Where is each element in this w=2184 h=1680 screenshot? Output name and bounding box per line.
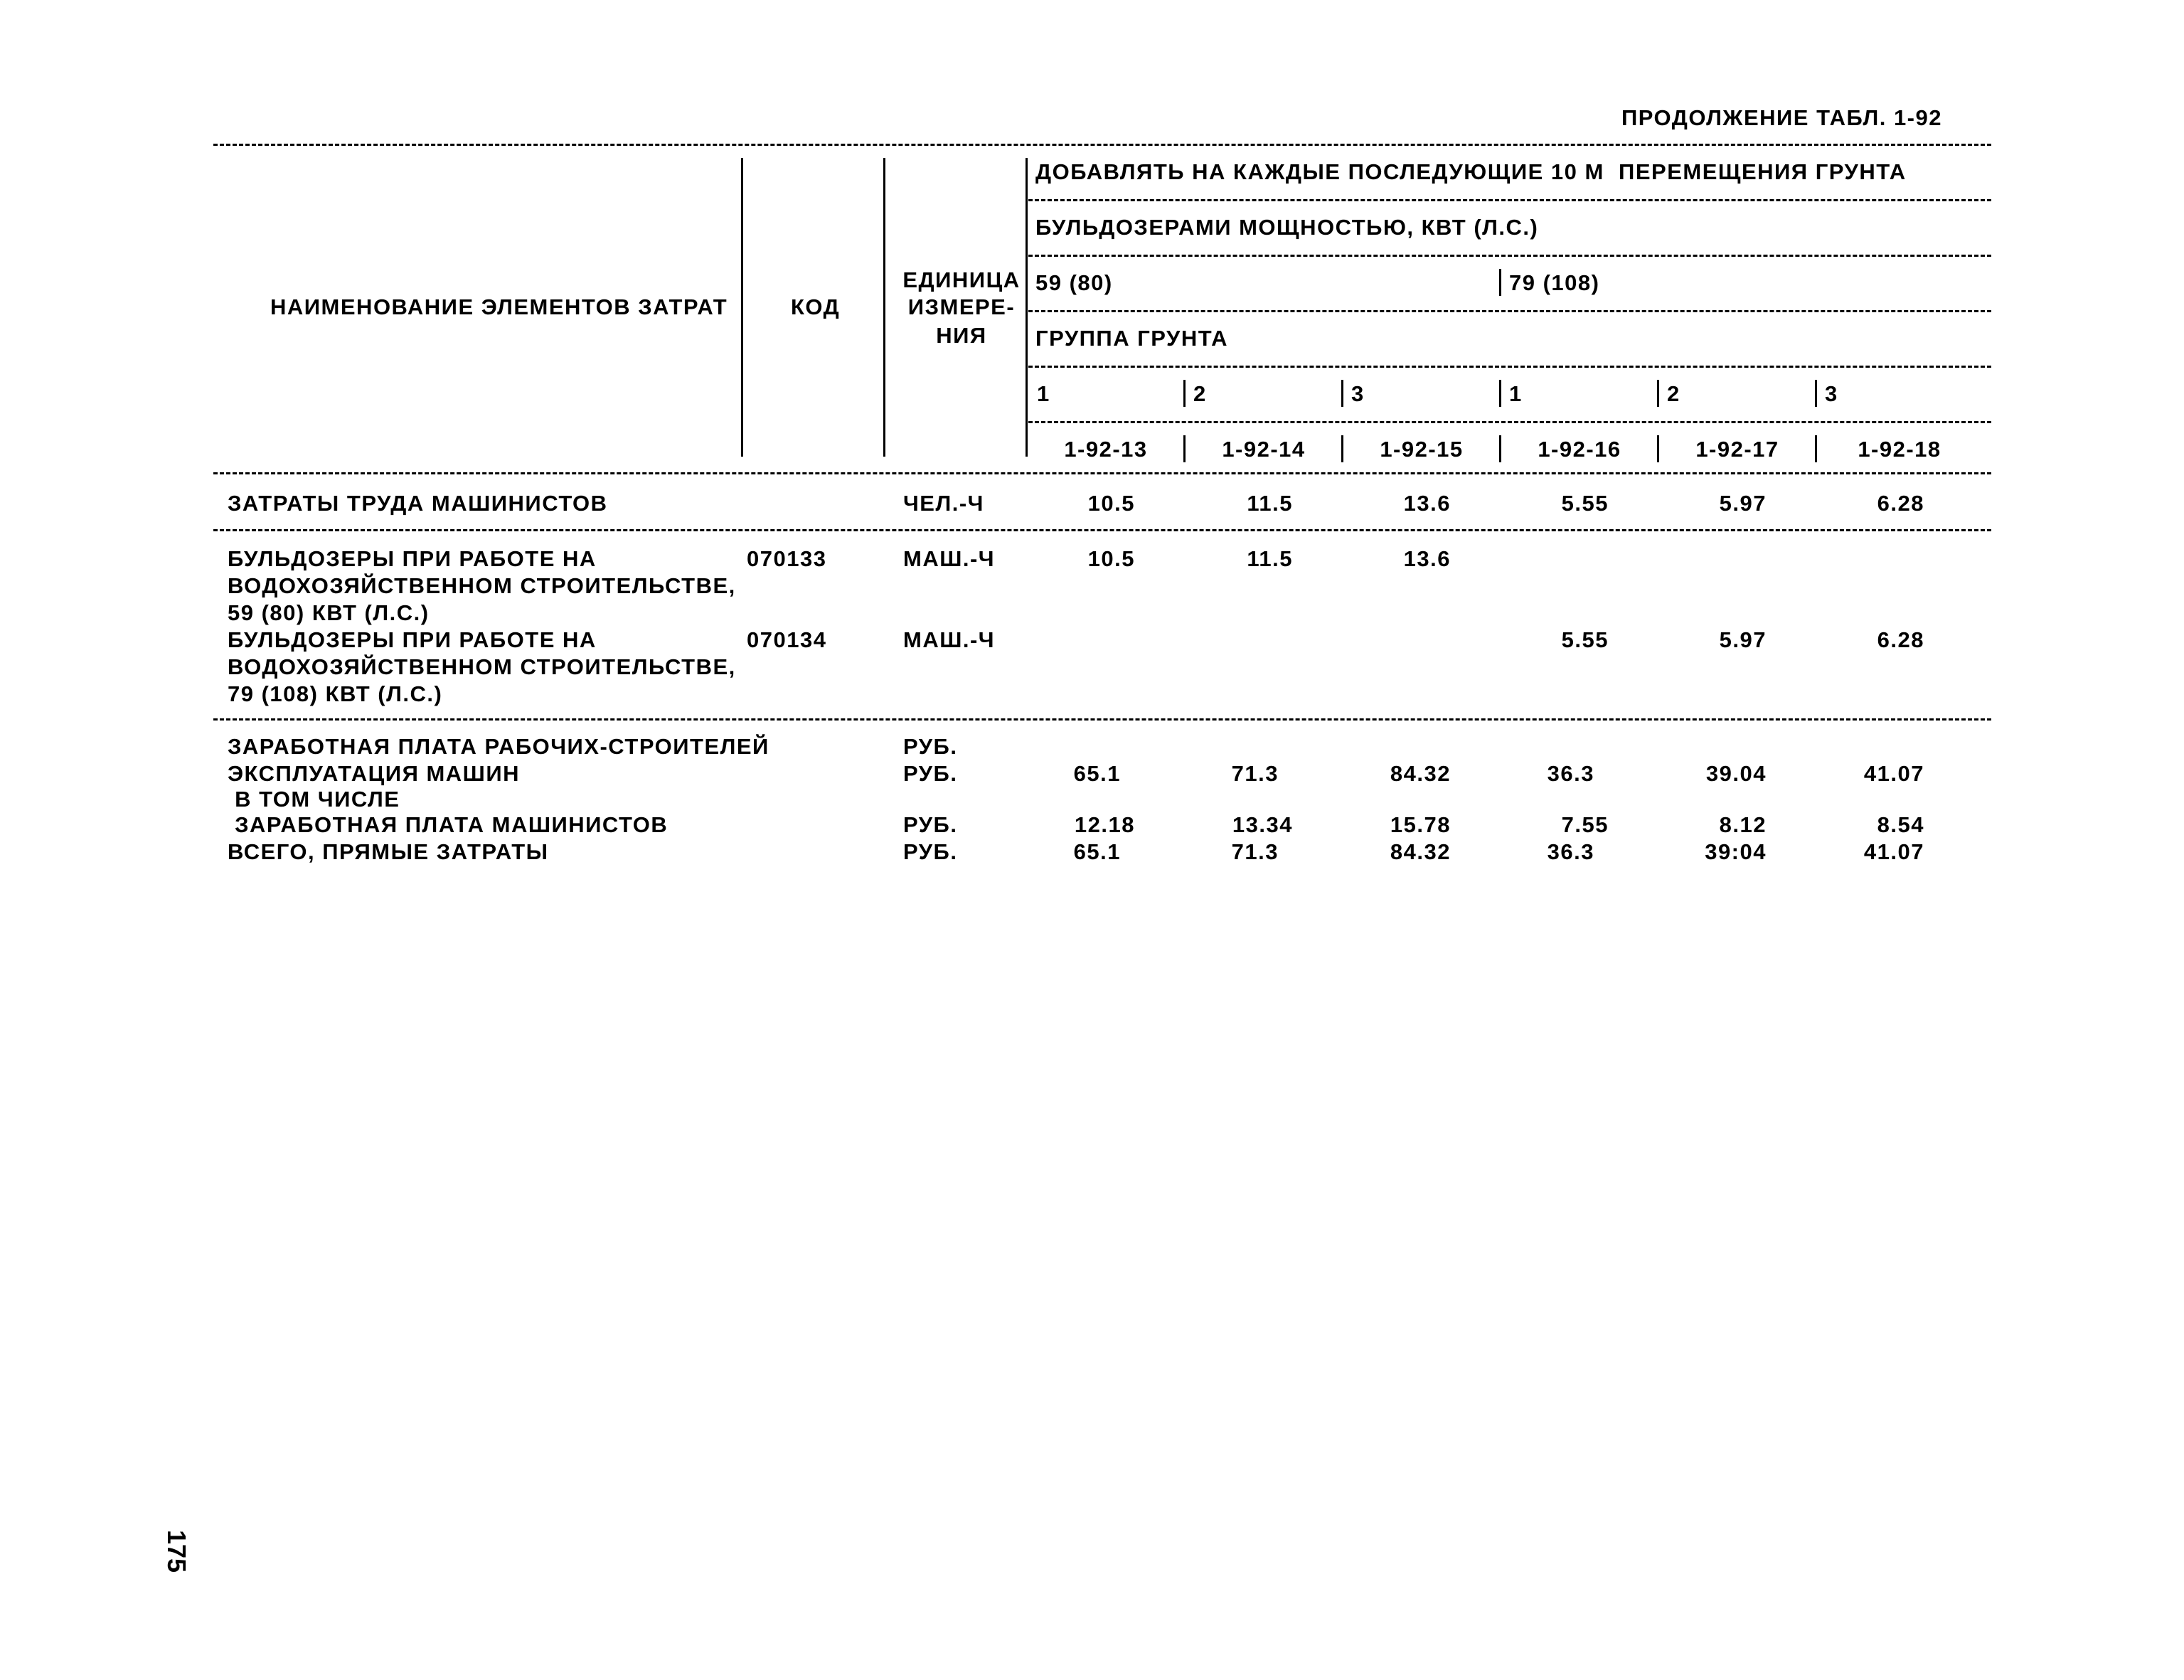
- rule-header-2: [1028, 255, 1991, 257]
- power-group-separator: [1499, 269, 1501, 296]
- soil-sep-5: [1657, 380, 1659, 407]
- row-bulldozer79-name-2: ВОДОХОЗЯЙСТВЕННОМ СТРОИТЕЛЬСТВЕ,: [228, 654, 736, 679]
- price-code-3: 1-92-15: [1380, 437, 1464, 462]
- rule-after-labor: [213, 529, 1991, 531]
- row-wages-machinists-name: ЗАРАБОТНАЯ ПЛАТА МАШИНИСТОВ: [228, 812, 668, 837]
- row-labor-unit: ЧЕЛ.-Ч: [903, 491, 984, 516]
- soil-group-4: 1: [1509, 381, 1523, 406]
- row-labor-v1: 10.5: [1087, 491, 1135, 516]
- row-machine-operation-v6: 41.07: [1863, 761, 1924, 786]
- code-sep-2: [1183, 435, 1186, 462]
- row-bulldozer79-v4: 5.55: [1561, 627, 1609, 652]
- row-wages-machinists-v2: 13.34: [1232, 812, 1293, 837]
- row-bulldozer79-v6: 6.28: [1877, 627, 1924, 652]
- rule-after-machines: [213, 718, 1991, 721]
- price-code-4: 1-92-16: [1538, 437, 1621, 462]
- row-including-name: В ТОМ ЧИСЛЕ: [228, 787, 400, 812]
- row-wages-builders-name: ЗАРАБОТНАЯ ПЛАТА РАБОЧИХ-СТРОИТЕЛЕЙ: [228, 734, 769, 759]
- soil-group-1: 1: [1037, 381, 1050, 406]
- header-unit-line-1: ЕДИНИЦА: [902, 267, 1021, 292]
- row-total-v4: 36.3: [1547, 839, 1594, 864]
- row-bulldozer79-v5: 5.97: [1719, 627, 1767, 652]
- row-labor-v2: 11.5: [1247, 491, 1293, 516]
- price-code-5: 1-92-17: [1695, 437, 1779, 462]
- row-wages-builders-unit: РУБ.: [903, 734, 958, 759]
- soil-group-3: 3: [1351, 381, 1365, 406]
- row-machine-operation-name: ЭКСПЛУАТАЦИЯ МАШИН: [228, 761, 521, 786]
- header-power-label: БУЛЬДОЗЕРАМИ МОЩНОСТЬЮ, КВТ (Л.С.): [1035, 215, 1539, 240]
- row-total-v2: 71.3: [1231, 839, 1279, 864]
- soil-group-5: 2: [1667, 381, 1680, 406]
- row-bulldozer59-v3: 13.6: [1403, 546, 1451, 571]
- row-labor-v5: 5.97: [1719, 491, 1767, 516]
- row-total-unit: РУБ.: [903, 839, 958, 864]
- header-code-col: КОД: [791, 294, 841, 319]
- code-sep-5: [1657, 435, 1659, 462]
- row-wages-machinists-unit: РУБ.: [903, 812, 958, 837]
- soil-sep-4: [1499, 380, 1501, 407]
- row-wages-machinists-v3: 15.78: [1390, 812, 1451, 837]
- row-bulldozer79-code: 070134: [747, 627, 827, 652]
- header-unit-line-3: НИЯ: [936, 323, 987, 348]
- code-sep-4: [1499, 435, 1501, 462]
- soil-sep-3: [1341, 380, 1343, 407]
- row-total-v6: 41.07: [1863, 839, 1924, 864]
- header-power-group-2: 79 (108): [1509, 270, 1600, 295]
- row-total-name: ВСЕГО, ПРЯМЫЕ ЗАТРАТЫ: [228, 839, 549, 864]
- header-separator-1: [741, 158, 743, 457]
- table-caption: ПРОДОЛЖЕНИЕ ТАБЛ. 1-92: [1621, 105, 1942, 130]
- row-bulldozer59-unit: МАШ.-Ч: [903, 546, 996, 571]
- row-bulldozer59-name-1: БУЛЬДОЗЕРЫ ПРИ РАБОТЕ НА: [228, 546, 597, 571]
- row-total-v1: 65.1: [1073, 839, 1121, 864]
- row-bulldozer59-name-2: ВОДОХОЗЯЙСТВЕННОМ СТРОИТЕЛЬСТВЕ,: [228, 573, 736, 598]
- soil-sep-6: [1815, 380, 1817, 407]
- row-machine-operation-unit: РУБ.: [903, 761, 958, 786]
- rule-header-4: [1028, 366, 1991, 368]
- row-labor-v3: 13.6: [1403, 491, 1451, 516]
- rule-header-5: [1028, 421, 1991, 423]
- row-labor-v4: 5.55: [1561, 491, 1609, 516]
- soil-sep-2: [1183, 380, 1186, 407]
- row-wages-machinists-v1: 12.18: [1074, 812, 1135, 837]
- header-power-group-1: 59 (80): [1035, 270, 1113, 295]
- row-wages-machinists-v5: 8.12: [1719, 812, 1767, 837]
- rule-header-bottom: [213, 472, 1991, 474]
- row-machine-operation-v2: 71.3: [1231, 761, 1279, 786]
- price-code-1: 1-92-13: [1064, 437, 1148, 462]
- header-soil-label: ГРУППА ГРУНТА: [1035, 326, 1229, 351]
- price-code-6: 1-92-18: [1858, 437, 1941, 462]
- row-machine-operation-v5: 39.04: [1705, 761, 1767, 786]
- row-bulldozer59-code: 070133: [747, 546, 827, 571]
- header-unit-line-2: ИЗМЕРЕ-: [907, 294, 1016, 319]
- code-sep-3: [1341, 435, 1343, 462]
- header-title: ДОБАВЛЯТЬ НА КАЖДЫЕ ПОСЛЕДУЮЩИЕ 10 М ПЕРЕМЕЩЕНИЯ ГРУНТА: [1035, 159, 1907, 184]
- row-bulldozer79-name-3: 79 (108) КВТ (Л.С.): [228, 681, 443, 706]
- price-code-2: 1-92-14: [1222, 437, 1306, 462]
- header-separator-2: [883, 158, 885, 457]
- row-bulldozer59-v2: 11.5: [1247, 546, 1293, 571]
- row-total-v3: 84.32: [1390, 839, 1451, 864]
- rule-top: [213, 144, 1991, 146]
- rule-header-3: [1028, 310, 1991, 312]
- row-bulldozer79-unit: МАШ.-Ч: [903, 627, 996, 652]
- row-machine-operation-v3: 84.32: [1390, 761, 1451, 786]
- code-sep-6: [1815, 435, 1817, 462]
- row-wages-machinists-v6: 8.54: [1877, 812, 1924, 837]
- row-machine-operation-v1: 65.1: [1073, 761, 1121, 786]
- row-wages-machinists-v4: 7.55: [1561, 812, 1609, 837]
- row-bulldozer79-name-1: БУЛЬДОЗЕРЫ ПРИ РАБОТЕ НА: [228, 627, 597, 652]
- soil-group-2: 2: [1193, 381, 1207, 406]
- row-machine-operation-v4: 36.3: [1547, 761, 1594, 786]
- row-bulldozer59-name-3: 59 (80) КВТ (Л.С.): [228, 600, 430, 625]
- row-labor-name: ЗАТРАТЫ ТРУДА МАШИНИСТОВ: [228, 491, 608, 516]
- rule-header-1: [1028, 199, 1991, 201]
- header-name-col: НАИМЕНОВАНИЕ ЭЛЕМЕНТОВ ЗАТРАТ: [270, 294, 728, 319]
- row-bulldozer59-v1: 10.5: [1087, 546, 1135, 571]
- row-total-v5: 39:04: [1705, 839, 1767, 864]
- soil-group-6: 3: [1825, 381, 1838, 406]
- header-separator-3: [1026, 158, 1028, 457]
- row-labor-v6: 6.28: [1877, 491, 1924, 516]
- page-number: 175: [162, 1529, 192, 1573]
